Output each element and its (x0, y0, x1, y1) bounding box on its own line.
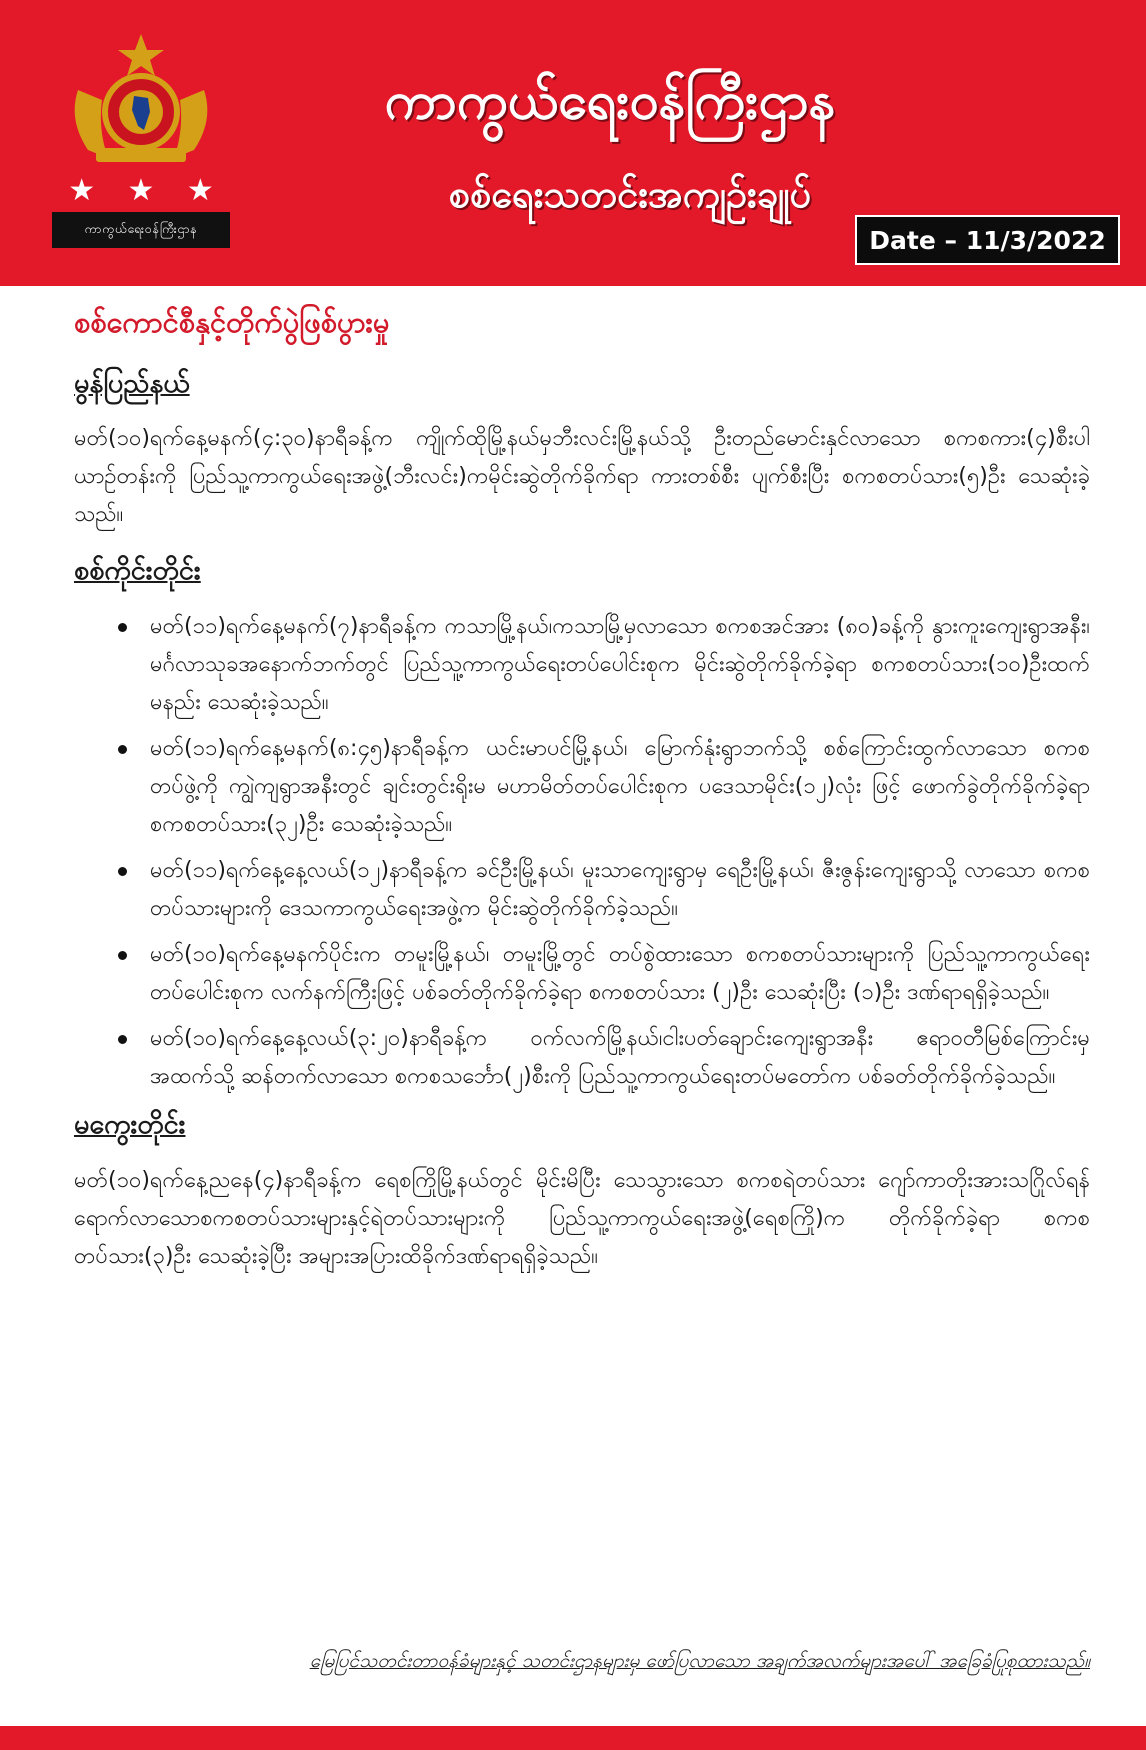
flag-stars (52, 170, 230, 212)
source-footnote: မြေပြင်သတင်းတာဝန်ခံများနှင့် သတင်းဌာနများမှ ဖော်ပြလာသော အချက်အလက်များအပေါ် အခြေခံပြုစုထားသည်။ (309, 1650, 1090, 1672)
bullet-text: မတ်(၁၀)ရက်နေ့နေ့လယ်(၃:၂၀)နာရီခန့်က ဝက်လက်မြို့နယ်၊ငါးပတ်ချောင်းကျေးရွာအနီး ဧရာဝတီမြစ်ကြောင်းမှ အထက်သို့ ဆန်တက်လာသော စကစသင်္ဘော(၂)စီးကို ပြည်သူ့ကာကွယ်ရေးတပ်မတော်က ပစ်ခတ်တိုက်ခိုက်ခဲ့သည်။ (150, 1026, 1090, 1090)
bullet-text: မတ်(၁၁)ရက်နေ့မနက်(၈:၄၅)နာရီခန့်က ယင်းမာပင်မြို့နယ်၊ မြောက်နုံးရွာဘက်သို့ စစ်ကြောင်းထွက်လာသော စကစတပ်ဖွဲ့ကို ကျွဲကျရွာအနီးတွင် ချင်းတွင်းရိုးမ မဟာမိတ်တပ်ပေါင်းစုက ပဒေသာမိုင်း(၁၂)လုံး ဖြင့် ဖောက်ခွဲတိုက်ခိုက်ခဲ့ရာ စကစတပ်သား(၃၂)ဦး သေဆုံးခဲ့သည်။ (150, 736, 1090, 838)
state-emblem-icon (58, 30, 224, 168)
bullet-icon (118, 745, 127, 754)
date-badge: Date – 11/3/2022 (855, 215, 1120, 265)
star-icon: ★ (186, 173, 214, 208)
footer-bar (0, 1726, 1146, 1750)
bullet-text: မတ်(၁၀)ရက်နေ့မနက်ပိုင်းက တမူးမြို့နယ်၊ တမူးမြို့တွင် တပ်စွဲထားသော စကစတပ်သားများကို ပြည်သူ့ကာကွယ်ရေးတပ်ပေါင်းစုက လက်နက်ကြီးဖြင့် ပစ်ခတ်တိုက်ခိုက်ခဲ့ရာ စကစတပ်သား (၂)ဦး သေဆုံးပြီး (၁)ဦး ဒဏ်ရာရရှိခဲ့သည်။ (150, 942, 1090, 1006)
section-heading-sagaing: စစ်ကိုင်းတိုင်း (74, 555, 201, 587)
list-item (74, 730, 1090, 844)
logo-flag (52, 170, 230, 248)
main-heading: စစ်ကောင်စီနှင့်တိုက်ပွဲဖြစ်ပွားမှု (74, 305, 390, 339)
bullet-text: မတ်(၁၁)ရက်နေ့နေ့လယ်(၁၂)နာရီခန့်က ခင်ဦးမြို့နယ်၊ မူးသာကျေးရွာမှ ရေဦးမြို့နယ်၊ ဇီးဇွန်းကျေးရွာသို့ လာသော စကစတပ်သားများကို ဒေသကာကွယ်ရေးအဖွဲ့က မိုင်းဆွဲတိုက်ခိုက်ခဲ့သည်။ (150, 858, 1090, 922)
section-paragraph: မတ်(၁၀)ရက်နေ့ညနေ(၄)နာရီခန့်က ရေစကြိုမြို့နယ်တွင် မိုင်းမိပြီး သေသွားသော စကစရဲတပ်သား ဂျော်ကာတိုးအားသဂြိုလ်ရန် ရောက်လာသောစကစတပ်သားများနှင့်ရဲတပ်သားများကို ပြည်သူ့ကာကွယ်ရေးအဖွဲ့(ရေစကြို)က တိုက်ခိုက်ခဲ့ရာ စကစတပ်သား(၃)ဦး သေဆုံးခဲ့ပြီး အများအပြားထိခိုက်ဒဏ်ရာရရှိခဲ့သည်။ (74, 1167, 1090, 1269)
star-icon: ★ (68, 173, 96, 208)
ministry-title: ကာကွယ်ရေးဝန်ကြီးဌာန (384, 71, 836, 131)
list-item (74, 936, 1090, 1012)
bullet-icon (118, 623, 127, 632)
list-item (74, 1020, 1090, 1096)
brief-title: စစ်ရေးသတင်းအကျဉ်းချုပ် (448, 172, 812, 216)
section-heading-magway: မကွေးတိုင်း (74, 1109, 186, 1141)
bullet-icon (118, 867, 127, 876)
section-heading-mon: မွန်ပြည်နယ် (74, 367, 190, 399)
report-body (74, 302, 1090, 1294)
list-item (74, 608, 1090, 722)
logo-caption: ကာကွယ်ရေးဝန်ကြီးဌာန (84, 222, 198, 236)
star-icon: ★ (127, 173, 155, 208)
ministry-logo (52, 30, 230, 248)
bullet-icon (118, 951, 127, 960)
header-banner (0, 0, 1146, 286)
bullet-icon (118, 1035, 127, 1044)
list-item (74, 852, 1090, 928)
bullet-text: မတ်(၁၁)ရက်နေ့မနက်(၇)နာရီခန့်က ကသာမြို့နယ်၊ကသာမြို့မှလာသော စကစအင်အား (၈၀)ခန့်ကို နွားကူးကျေးရွာအနီး၊ မင်္ဂလာသုခအနောက်ဘက်တွင် ပြည်သူ့ကာကွယ်ရေးတပ်ပေါင်းစုက မိုင်းဆွဲတိုက်ခိုက်ခဲ့ရာ စကစတပ်သား(၁၀)ဦးထက်မနည်း သေဆုံးခဲ့သည်။ (150, 614, 1090, 716)
sagaing-bullet-list (74, 608, 1090, 1096)
section-paragraph: မတ်(၁၀)ရက်နေ့မနက်(၄:၃၀)နာရီခန့်က ကျိုက်ထိုမြို့နယ်မှဘီးလင်းမြို့နယ်သို့ ဦးတည်မောင်းနှင်လာသော စကစကား(၄)စီးပါ ယာဉ်တန်းကို ပြည်သူ့ကာကွယ်ရေးအဖွဲ့(ဘီးလင်း)ကမိုင်းဆွဲတိုက်ခိုက်ရာ ကားတစ်စီး ပျက်စီးပြီး စကစတပ်သား(၅)ဦး သေဆုံးခဲ့သည်။ (74, 426, 1090, 528)
